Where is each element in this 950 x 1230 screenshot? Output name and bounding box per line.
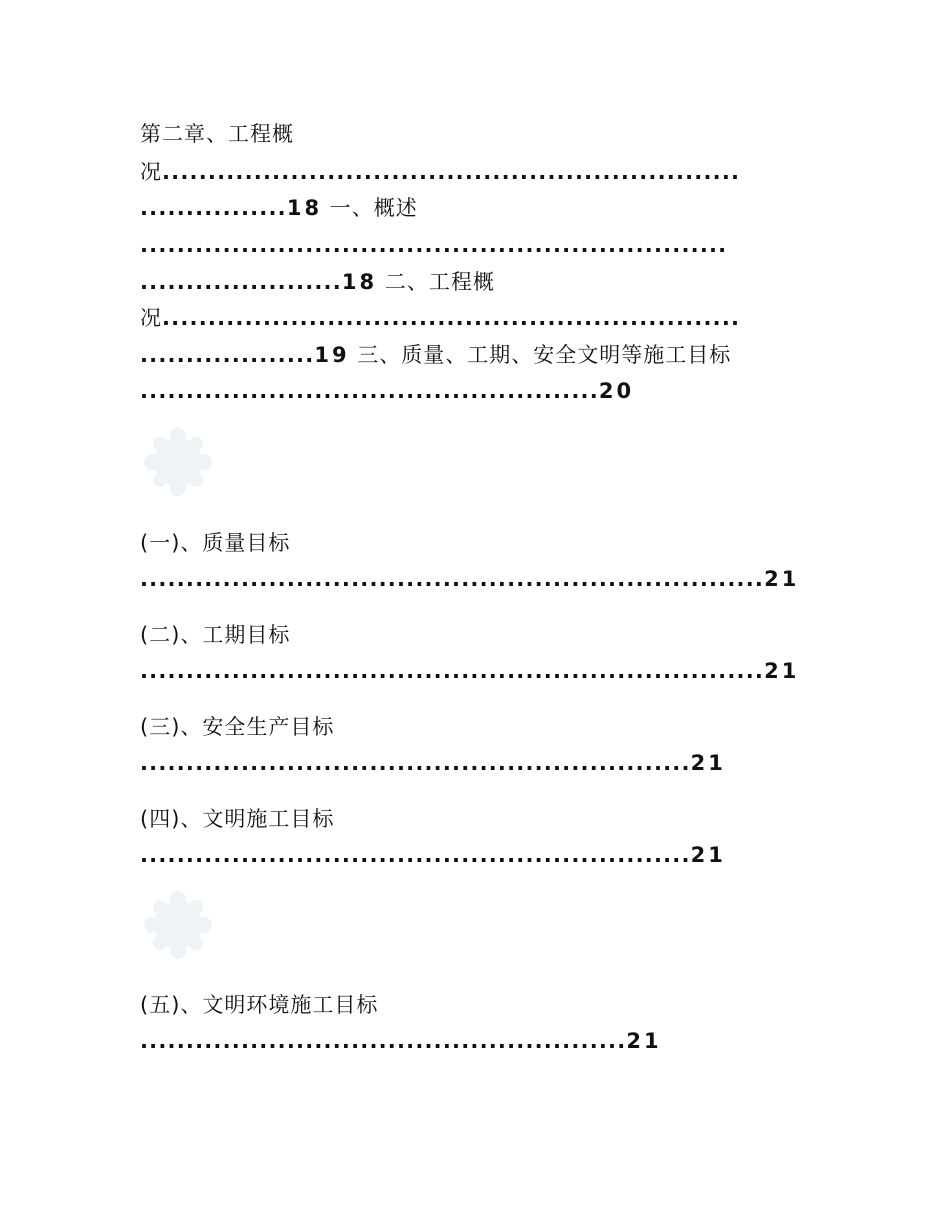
toc-entry-title: (四)、文明施工目标 [140, 807, 335, 831]
dot-leader: .................................................................... [140, 567, 765, 591]
dot-leader: ............................................................... [162, 306, 741, 330]
dot-leader: ............................................................ [140, 843, 691, 867]
dot-leader: ................... [140, 343, 315, 367]
watermark-icon [142, 889, 214, 961]
toc-text: 况 [140, 306, 162, 330]
dot-leader: .................................................................... [140, 659, 765, 683]
page-number: 21 [626, 1029, 662, 1053]
toc-text: 况 [140, 160, 162, 184]
toc-line [140, 565, 799, 593]
toc-line [140, 158, 740, 186]
chapter-title: 第二章、工程概 [140, 122, 294, 146]
toc-line [140, 268, 495, 296]
toc-line [140, 341, 731, 369]
toc-line [140, 231, 727, 259]
toc-entry-title: (三)、安全生产目标 [140, 715, 335, 739]
toc-line [140, 657, 799, 685]
page-number: 21 [764, 567, 800, 591]
toc-line [140, 377, 634, 405]
toc-entry-title: 二、工程概 [384, 270, 495, 294]
page-number: 18 [341, 270, 378, 294]
page-number: 20 [598, 379, 635, 403]
page-number: 18 [286, 196, 323, 220]
page-number: 21 [690, 751, 726, 775]
toc-line [140, 194, 418, 222]
dot-leader: ............................................................ [140, 751, 691, 775]
page-number: 21 [690, 843, 726, 867]
toc-entry-title: (一)、质量目标 [140, 531, 291, 555]
toc-entry-title: (二)、工期目标 [140, 623, 291, 647]
dot-leader: .................................................. [140, 379, 599, 403]
toc-entry-title: (五)、文明环境施工目标 [140, 993, 379, 1017]
page-number: 21 [764, 659, 800, 683]
toc-entry-title: 三、质量、工期、安全文明等施工目标 [357, 343, 732, 367]
dot-leader: ............................................................... [162, 160, 741, 184]
dot-leader: ..................................................... [140, 1029, 627, 1053]
dot-leader: ................ [140, 196, 287, 220]
toc-line [140, 1027, 662, 1055]
page-number: 19 [314, 343, 350, 367]
toc-line [140, 304, 740, 332]
toc-line [140, 841, 726, 869]
toc-line-chapter [140, 120, 294, 148]
dot-leader: ...................... [140, 270, 342, 294]
watermark-icon [142, 426, 214, 498]
toc-line [140, 749, 726, 777]
dot-leader: ................................................................ [140, 233, 728, 257]
toc-entry-title: 一、概述 [329, 196, 418, 220]
